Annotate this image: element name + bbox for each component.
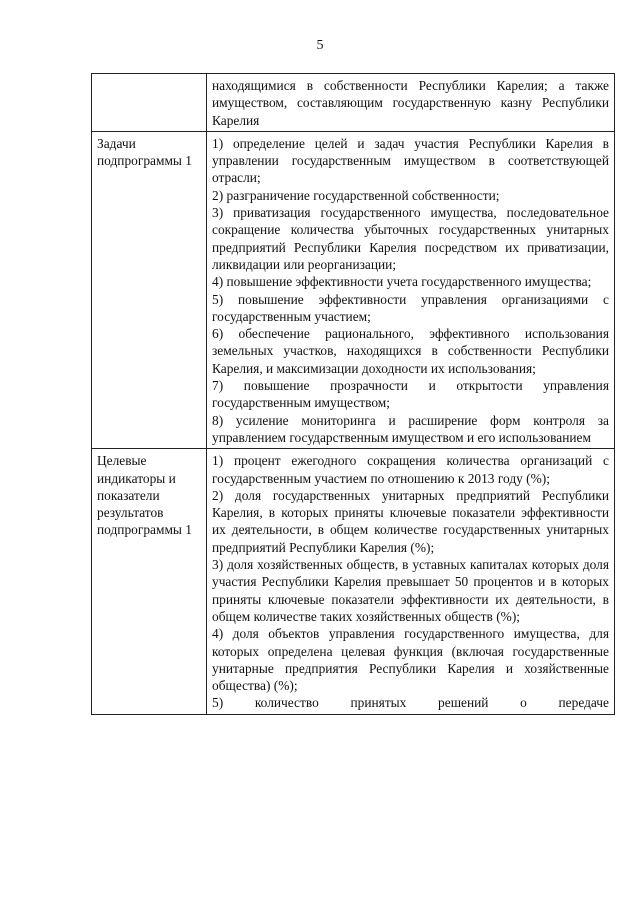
paragraph: 3) доля хозяйственных обществ, в уставных капиталах которых доля участия Республики Карелия превышает 50 процентов и в которых приняты ключевые показатели эффективности их деятельности, в общем количестве таких хозяйственных обществ (%); bbox=[212, 557, 609, 624]
table-row bbox=[92, 449, 615, 714]
table-row bbox=[92, 74, 615, 132]
paragraph: 1) определение целей и задач участия Республики Карелия в управлении государственным имуществом в соответствующей отрасли; bbox=[212, 135, 609, 186]
row-label bbox=[92, 74, 207, 132]
paragraph: 7) повышение прозрачности и открытости управления государственным имуществом; bbox=[212, 378, 609, 411]
paragraph: 6) обеспечение рационального, эффективного использования земельных участков, находящихся в собственности Республики Карелия, и максимизации доходности их использования; bbox=[212, 326, 609, 376]
paragraph: 3) приватизация государственного имущества, последовательное сокращение количества убыточных государственных унитарных предприятий Республики Карелия посредством их приватизации, ликвидации или реорганизации; bbox=[212, 205, 609, 272]
page-number: 5 bbox=[316, 38, 324, 53]
row-content bbox=[207, 74, 615, 132]
row-content bbox=[207, 449, 615, 714]
program-passport-table bbox=[91, 73, 615, 715]
table-row bbox=[92, 131, 615, 448]
paragraph: 4) доля объектов управления государственного имущества, для которых определена целевая функция (включая государственные унитарные предприятия Республики Карелия и хозяйственные общества) (%); bbox=[212, 626, 609, 694]
row-label: Целевые индикаторы и показатели результатов подпрограммы 1 bbox=[92, 449, 207, 714]
row-label: Задачи подпрограммы 1 bbox=[92, 131, 207, 448]
paragraph: 4) повышение эффективности учета государственного имущества; bbox=[212, 274, 592, 290]
paragraph: 5) количество принятых решений о передаче bbox=[212, 695, 609, 711]
row-content bbox=[207, 131, 615, 448]
paragraph: 5) повышение эффективности управления организациями с государственным участием; bbox=[212, 291, 609, 324]
paragraph: 2) разграничение государственной собственности; bbox=[212, 187, 500, 203]
paragraph: 8) усиление мониторинга и расширение форм контроля за управлением государственным имуществом и его использованием bbox=[212, 412, 609, 445]
paragraph: 2) доля государственных унитарных предприятий Республики Карелия, в которых приняты ключевые показатели эффективности их деятельности, в общем количестве государственных унитарных предприятий Республики Карелия (%); bbox=[212, 487, 609, 555]
paragraph: находящимися в собственности Республики Карелия; а также имуществом, составляющим государственную казну Республики Карелия bbox=[212, 78, 609, 128]
paragraph: 1) процент ежегодного сокращения количества организаций с государственным участием по отношению к 2013 году (%); bbox=[212, 453, 609, 486]
